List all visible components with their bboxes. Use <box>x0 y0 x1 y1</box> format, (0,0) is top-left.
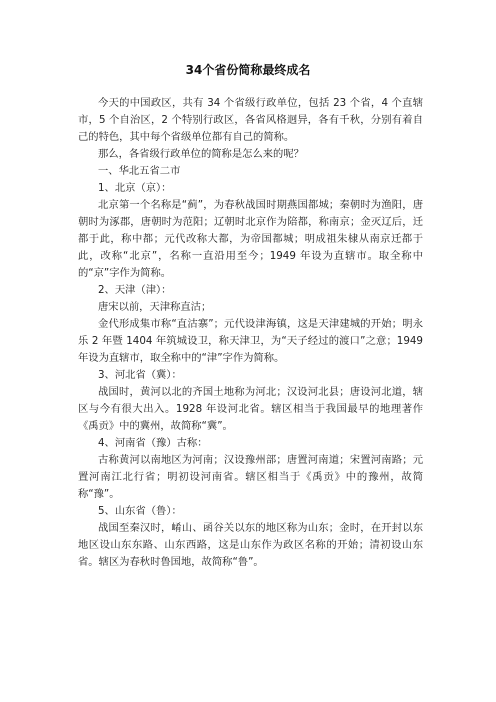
item-heading-beijing: 1、北京（京）： <box>98 182 172 194</box>
item-heading-henan: 4、河南省（豫）古称： <box>98 437 208 449</box>
paragraph-hebei: 战国时，黄河以北的齐国土地称为河北；汉设河北县；唐设河北道，辖区与今有很大出入。1928 年设河北省。辖区相当于我国最早的地理著作《禹贡》中的冀州，故简称“冀”。 <box>78 386 423 432</box>
paragraph-beijing: 北京第一个名称是“蓟”，为春秋战国时期燕国都城；秦朝时为渔阳，唐朝时为涿郡，唐朝时为范阳；辽朝时北京作为陪都，称南京；金灭辽后，迁都于此，称中都；元代改称大都，为帝国都城；明成祖朱棣从南京迁都于此，改称“北京”，名称一直沿用至今；1949 年设为直辖市。取全称中的“京”字作为简称。 <box>78 199 423 279</box>
paragraph-tianjin-1: 唐宋以前，天津称直沽； <box>98 301 212 313</box>
item-heading-tianjin: 2、天津（津）： <box>98 284 172 296</box>
paragraph-tianjin-2: 金代形成集市称“直沽寨”；元代设津海镇，这是天津建城的开始；明永乐 2 年暨 1404 年筑城设卫，称天津卫，为“天子经过的渡口”之意；1949 年设为直辖市，取全称中的“津”字作为简称。 <box>78 318 423 364</box>
document-title: 34个省份简称最终成名 <box>185 63 311 77</box>
section-heading-north-china: 一、华北五省二市 <box>98 165 181 177</box>
paragraph-question: 那么，各省级行政单位的简称是怎么来的呢？ <box>98 148 304 160</box>
paragraph-henan: 古称黄河以南地区为河南；汉设豫州部；唐置河南道；宋置河南路；元置河南江北行省；明初设河南省。辖区相当于《禹贡》中的豫州，故简称“豫”。 <box>78 454 423 500</box>
item-heading-hebei: 3、河北省（冀）： <box>98 369 182 381</box>
paragraph-intro: 今天的中国政区，共有 34 个省级行政单位，包括 23 个省，4 个直辖市，5 个自治区，2 个特别行政区，各省风格迥异，各有千秋，分别有着自己的特色，其中每个省级单位都有自己的简称。 <box>78 97 423 143</box>
paragraph-shandong: 战国至秦汉时，崤山、函谷关以东的地区称为山东；金时，在开封以东地区设山东东路、山东西路，这是山东作为政区名称的开始；清初设山东省。辖区为春秋时鲁国地，故简称“鲁”。 <box>78 522 423 568</box>
item-heading-shandong: 5、山东省（鲁）： <box>98 505 182 517</box>
document-body <box>78 95 423 571</box>
